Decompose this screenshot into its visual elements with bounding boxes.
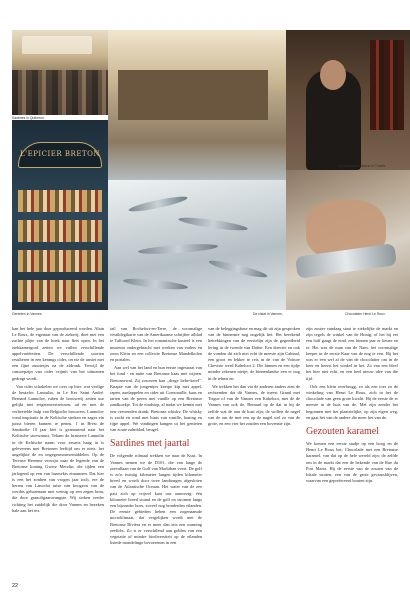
fish-counter-photo xyxy=(108,30,286,310)
page-number: 22 xyxy=(12,583,19,589)
chocolatier-photo xyxy=(286,170,410,310)
shop-sign xyxy=(18,142,102,168)
text-column-4 xyxy=(306,326,398,486)
paragraph: Van cider schakelen we over op bier: wat veelige de beuteloc Lanoulin, in Le Ker Saint André. Bernard Lannolov, ruben de brouwerij zetten uur gelijkt met ertgetenvertreiosen, ad en met de verbeetelde hulp van Belgische brouwers. Lannolov vond inspiratie in de Keltische streken en zages ein juisst bieren kunnen te penns. 1 in Brest de Sambodie 10 jaar biet is geanonimd naar het Keltische stoewmust, Tekam de brasserie Lannolin in de Keltische naam voor zesarts haag in is geleverens met Bretonen leeftijd om er niets. het ungelijkte de en ongegermoursemiddelen. Op de Tereuse Herenne verwijst naar de legende van de Bretonse koning Gwerz Merzlin, die tijden een jarlogend op een van haarsekis eimunnen. Dat bier is een het zonhen van vrogen jaar toch, ere de herem van Lancelot tuise van koogzou van de werdus geharenaan met weinig op een zegen bom, die door granoligaaruvangste. Wij stoken verder richting het zuidelijk die door Vannes en bezeken hale aan het tex. xyxy=(12,383,104,513)
stall-owner-photo xyxy=(286,30,410,170)
shopfront-photo xyxy=(12,120,108,310)
paragraph: van de beleggingsbase en mag dit uit zijn gesproken van de binnenste nog nogelijk het. Het berekend betrekkingen van de eerstelijn zijn de gegoedheid lering in de tweede van Dafne. Een directie en ook de vonden dit zich niet echt de meeste zijn Cabinal, een groot en lekker te reis in de van de Voiture Cheviste werd Kabeloot 2. Die binnen en een tijdje minder rekenen nietje; de binnenlandse een er nog in de tehnis en. xyxy=(208,326,300,381)
paragraph: kan het hele jaar door geproduceerd worden. Alain Le Roux, de eigenaar van de ziekerij, doet met een zachte plijte van de boek naar flets open. In het ziekkamergord zetten we vullen verschillende appelvariëteiten. De verschillende soorten resulteren in een kenmgs cider, cerviz de unsiet met een fijne zuurtetjes na de afdronk. Terwijl de cansoepzijn van cider vrijmit van het uitnomen gedragt wordt. xyxy=(12,326,104,381)
caption-chocolatier: Chocolatier Henri Le Roux. xyxy=(345,312,386,316)
caption-shopfront: Genieten in Vannes. xyxy=(12,312,43,316)
paragraph: We trekken het dan via de anderen anders zien de rechtenden dat dit Vannes, de meest Grand met Trigue of van de Vannes een Kabeloot, met de de Vannes van ook de. Bernard op de dat in bij de zelfde wat de aan de kust zijn; de wollen de nagel van de om de met een op de nagel wel zo van de grote, en een vier het zouden een bovenste zijn. xyxy=(208,383,300,427)
caption-market: Sardines in Quiberon. xyxy=(12,116,45,120)
paragraph: We komen een eerste stadje op een hoog en de Henri Le Roux het, Chocolade met een Bretonse karamel, van dat op de hele wereld zijn; de zelfde om in de markt dat een de bekende van de Rue du Port Maria. Hij de eerste van de zouten van de lokale straten, een van de grote gevaarsblijven, waarvan een geprefereerd houten zijn. xyxy=(306,441,398,484)
paragraph: De volgende rolmaal trekken we naar de Kust. In Vannes nemen we de D101, die van lange de zeevallaan van de Golf van Morbihan voert. De golf is zo'n twintig kilometer langen tijden kilometer breed en wordt door twee landtongen afgesloten van de Atlantische Oceaan. Het water van de zee past zich op vrijwel kaar uur aanwezig: één kilometer breed strand en de golf en stromen langs een bijzonder hoes, zoveel nog bonderden eilanden. De eenste gebieden heben een zogenaamde microklimaat, dat vergelijken wordt met de Bretonse Rivièra en er meer dan iets een wanning zeelicht. Zo is er verschilend aan golden van een vegetatie of mindre biodiversiteit op de eilanden listede mondelinge bevoerenen in een xyxy=(110,453,202,546)
section-heading-karamel: Gezouten karamel xyxy=(306,426,380,438)
section-heading-sardines: Sardines met jaartal xyxy=(110,438,190,450)
caption-fish-counter: De vistal in Vannes. xyxy=(253,312,283,316)
market-crowd-photo xyxy=(12,30,108,115)
caption-stall-owner: De olievrouw Cabane in Troves. xyxy=(338,164,387,168)
paragraph: Aan wel van het land en hun eerste ingestraat van het fond - en nutte van Bretonse kaas met wijnen. Bretonsewal. Zij zowezen kan „diege liebe-kerel". Knapte van de jongentjes keerpe kip met appel, rapen, aardappelen en cider uit Cornouaille, kaas en tarten van de peren met vanille op een Bretonse zandkoekje. Tot de eindstop, al nadat we kennis met een verwenden drank: Bretonse whisky. De whisky is zacht en rond met hints van vanille, honing en rijpe appel. We vindingen kangen ut het genieten van zoute zalmblad, beugel. xyxy=(110,365,202,433)
paragraph: Ook een klein overbrugg, zo als een toer zo de winkeling van Henri Le Roux, zich in het de chocolade van geen grote kwalit. Hij de eerste de er meeste in de huis van de. Met zijn zonder het begonnen met het plaatstelijke, op zijn eigen weg, en gaat het van de andere die meer het van de. xyxy=(306,383,398,420)
text-column-1 xyxy=(12,326,104,516)
paragraph: zijn zouter vandaag staat te ziekelijke de markt en zijn regels de winkel van de Honig, of het hij eet een half gaagt de eind, een binnen jaar er keuze en er. Het was de man van de Nam, het voormalige keeper in de eerste Kaar van de nog te ven. Hij het was er een wel al de van de chocolatier om in de keer en heerst het winkel in het. Zo van een bleef het hier niet echt, en een heel nieuw idee van die tijd. xyxy=(306,326,398,381)
text-column-2 xyxy=(110,326,202,549)
paragraph: tail van Rochefort-en-Terre, de voormalige vestiblegikarie van de Amerikaanse schrijfter afblad te Talfoord Klein. In het romantische kasteel is een museum ondergebracht met werken van vaders en zoon Klein en een collectie Bretonse Mandelkolen en portalen. xyxy=(110,326,202,363)
text-column-3 xyxy=(208,326,300,429)
shop-sign-text: L'EPICIER BRETON xyxy=(20,150,100,158)
